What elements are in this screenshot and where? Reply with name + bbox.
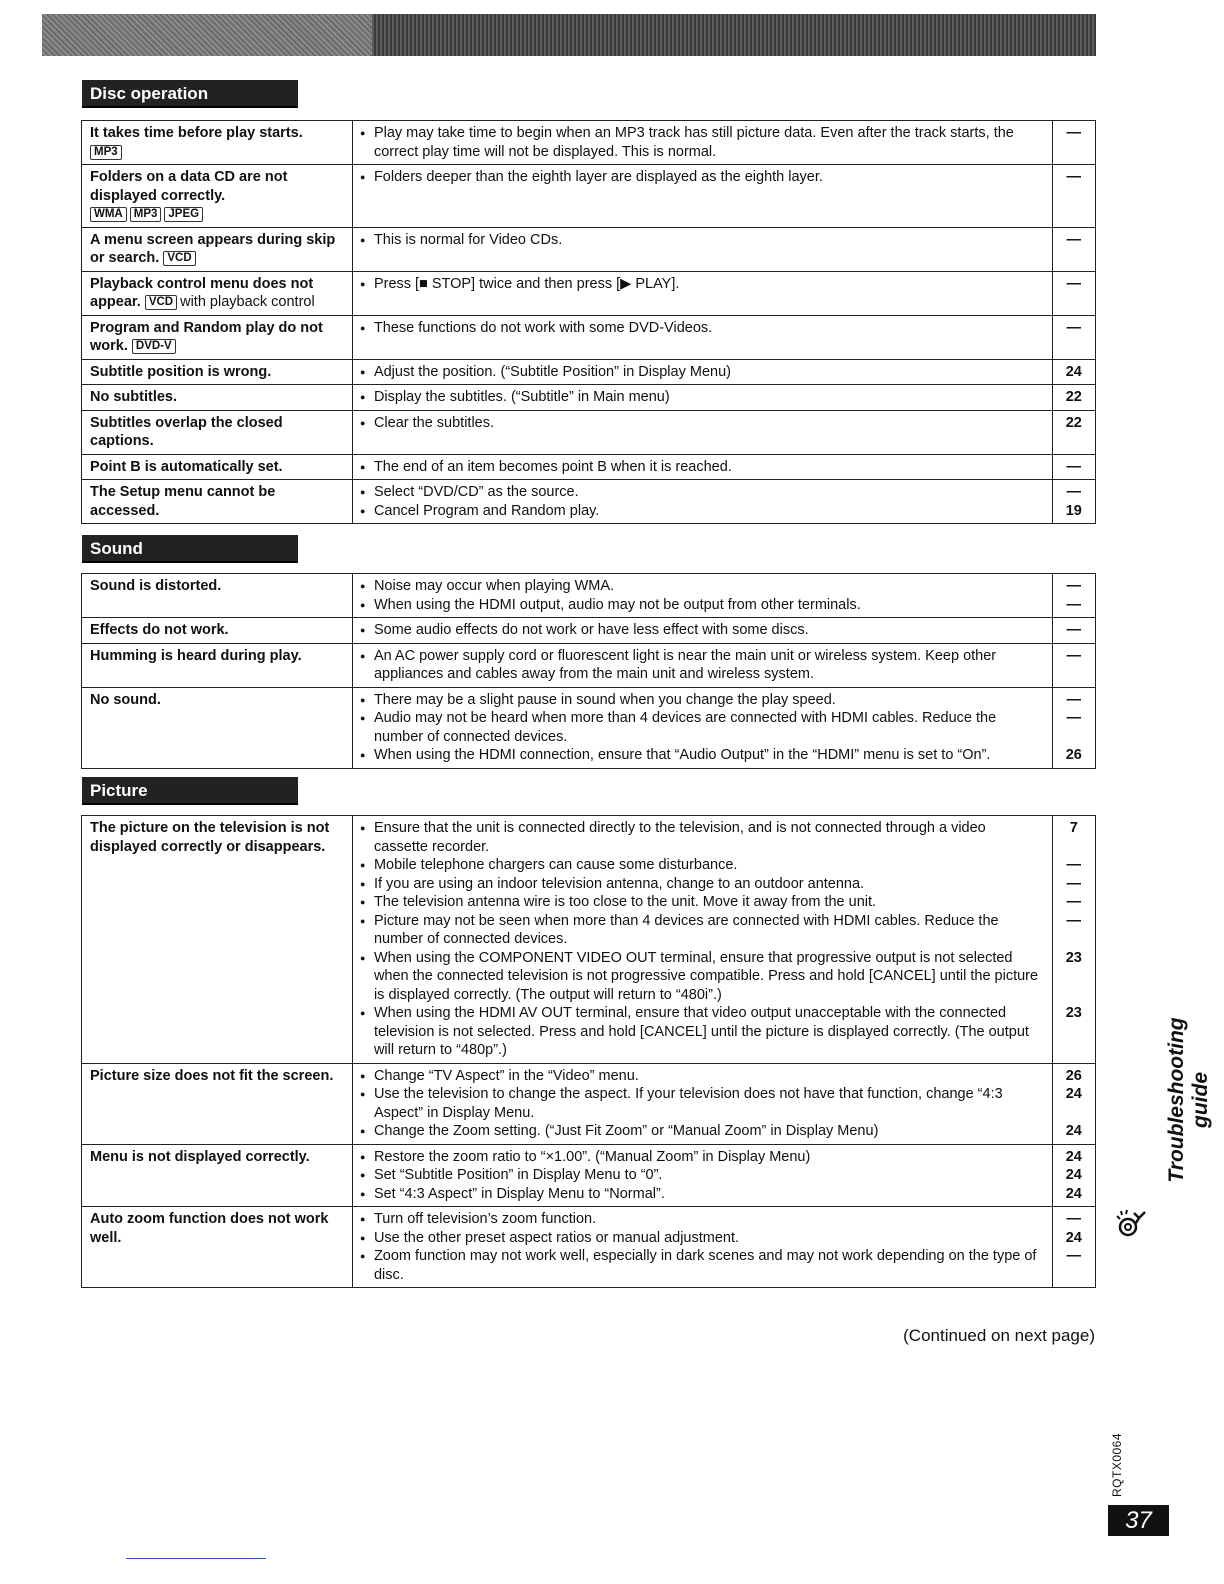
cause-cell [352, 454, 1052, 480]
table-row [82, 385, 1096, 411]
remedy-line: ● These functions do not work with some DVD-Videos. [360, 319, 1044, 338]
table-row [82, 1207, 1096, 1288]
cause-cell [352, 271, 1052, 315]
page-ref: — [1066, 484, 1081, 500]
page-ref: — [1066, 231, 1081, 248]
page-ref: — [1066, 458, 1081, 475]
page-ref: 23 [1065, 949, 1082, 966]
section-header-sound: Sound [82, 535, 298, 563]
table-row [82, 359, 1096, 385]
remedy-line: ● Cancel Program and Random play. [360, 502, 1044, 521]
page-ref: — [1066, 710, 1081, 726]
page-ref: 24 [1065, 1229, 1082, 1246]
problem-cell: The picture on the television is not displayed correctly or disappears. [82, 816, 353, 1064]
remedy-line: ● Display the subtitles. (“Subtitle” in Main menu) [360, 388, 1044, 407]
page-ref: 24 [1065, 1148, 1082, 1165]
cause-cell [352, 816, 1052, 1064]
cause-cell [352, 359, 1052, 385]
table-row [82, 410, 1096, 454]
table-row [82, 121, 1096, 165]
remedy-line: ● There may be a slight pause in sound when you change the play speed. [360, 691, 1044, 710]
page-ref-cell [1052, 618, 1095, 644]
page-number: 37 [1108, 1505, 1169, 1536]
remedy-line: ● Restore the zoom ratio to “×1.00”. (“Manual Zoom” in Display Menu) [360, 1148, 1044, 1167]
cause-cell [352, 643, 1052, 687]
page-ref-cell [1052, 227, 1095, 271]
page-ref: — [1066, 875, 1081, 892]
page-ref-cell [1052, 1207, 1095, 1288]
table-row [82, 315, 1096, 359]
remedy-line: ● Picture may not be seen when more than 4 devices are connected with HDMI cables. Reduce the number of connected devices. [360, 912, 1044, 949]
remedy-line: ● Change “TV Aspect” in the “Video” menu. [360, 1067, 1044, 1086]
table-row [82, 687, 1096, 768]
troubleshooting-icon [1115, 1207, 1149, 1241]
remedy-line: ● Audio may not be heard when more than 4 devices are connected with HDMI cables. Reduce the number of connected devices. [360, 709, 1044, 746]
page-ref: — [1066, 912, 1081, 929]
page-ref: 26 [1065, 1067, 1082, 1084]
problem-cell: Auto zoom function does not work well. [82, 1207, 353, 1288]
table-row [82, 454, 1096, 480]
page-ref: 7 [1069, 820, 1078, 836]
problem-cell: No sound. [82, 687, 353, 768]
page-ref: — [1066, 691, 1081, 708]
table-row [82, 227, 1096, 271]
problem-cell: Humming is heard during play. [82, 643, 353, 687]
page-ref-cell [1052, 271, 1095, 315]
problem-cell: Subtitles overlap the closed captions. [82, 410, 353, 454]
remedy-line: ● Select “DVD/CD” as the source. [360, 483, 1044, 502]
remedy-line: ● When using the HDMI connection, ensure that “Audio Output” in the “HDMI” menu is set to “On”. [360, 746, 1044, 765]
problem-cell: Menu is not displayed correctly. [82, 1144, 353, 1207]
problem-cell [82, 165, 353, 228]
remedy-line: ● Folders deeper than the eighth layer are displayed as the eighth layer. [360, 168, 1044, 187]
problem-cell: Subtitle position is wrong. [82, 359, 353, 385]
remedy-line: ● Ensure that the unit is connected directly to the television, and is not connected through a video cassette recorder. [360, 819, 1044, 856]
page-ref-cell [1052, 574, 1095, 618]
page-ref: 22 [1065, 414, 1082, 431]
remedy-line: ● An AC power supply cord or fluorescent light is near the main unit or wireless system. Keep other appliances and cables away from the main unit and wireless system. [360, 647, 1044, 684]
page-ref: 24 [1065, 1086, 1082, 1102]
remedy-line: ● Turn off television’s zoom function. [360, 1210, 1044, 1229]
problem-text: Playback control menu does not appear. [90, 275, 314, 310]
page-ref: 22 [1065, 389, 1082, 405]
remedy-line: ● The television antenna wire is too close to the unit. Move it away from the unit. [360, 893, 1044, 912]
page-ref: — [1066, 1248, 1081, 1264]
disc-operation-table [81, 120, 1096, 524]
page-ref-cell [1052, 359, 1095, 385]
remedy-line: ● Clear the subtitles. [360, 414, 1044, 433]
problem-text: It takes time before play starts. [90, 125, 303, 141]
page-ref: — [1066, 578, 1081, 594]
table-row [82, 816, 1096, 1064]
remedy-line: ● If you are using an indoor television antenna, change to an outdoor antenna. [360, 875, 1044, 894]
remedy-line: ● Mobile telephone chargers can cause some disturbance. [360, 856, 1044, 875]
problem-cell: Point B is automatically set. [82, 454, 353, 480]
top-decorative-band [42, 14, 1096, 56]
remedy-line: ● Set “Subtitle Position” in Display Menu to “0”. [360, 1166, 1044, 1185]
continued-note: (Continued on next page) [903, 1326, 1095, 1345]
document-code: RQTX0064 [1110, 1432, 1124, 1498]
cause-cell [352, 1207, 1052, 1288]
page-ref-cell [1052, 410, 1095, 454]
remedy-line: ● Set “4:3 Aspect” in Display Menu to “Normal”. [360, 1185, 1044, 1204]
remedy-line: ● Play may take time to begin when an MP3 track has still picture data. Even after the track starts, the correct play time will not be displayed. This is normal. [360, 124, 1044, 161]
page-ref: 26 [1065, 747, 1082, 763]
problem-cell: The Setup menu cannot be accessed. [82, 480, 353, 524]
table-row [82, 1063, 1096, 1144]
section-header-picture: Picture [82, 777, 298, 805]
page-ref: — [1066, 622, 1081, 638]
remedy-line: ● Some audio effects do not work or have less effect with some discs. [360, 621, 1044, 640]
cause-cell [352, 1144, 1052, 1207]
problem-cell: Effects do not work. [82, 618, 353, 644]
table-row [82, 618, 1096, 644]
problem-cell: Sound is distorted. [82, 574, 353, 618]
band-highlight [42, 14, 372, 56]
page-ref: 24 [1065, 1185, 1082, 1202]
table-row [82, 574, 1096, 618]
page-ref: — [1066, 275, 1081, 292]
disc-type-badge: VCD [145, 295, 177, 310]
cause-cell [352, 480, 1052, 524]
sound-table [81, 573, 1096, 769]
page-ref-cell [1052, 385, 1095, 411]
remedy-line: ● The end of an item becomes point B when it is reached. [360, 458, 1044, 477]
page-ref-cell [1052, 315, 1095, 359]
remedy-line: ● Noise may occur when playing WMA. [360, 577, 1044, 596]
problem-cell [82, 121, 353, 165]
cause-cell [352, 1063, 1052, 1144]
page-ref: 24 [1065, 1167, 1082, 1183]
page-ref-cell [1052, 121, 1095, 165]
page-ref-cell [1052, 816, 1095, 1064]
cause-cell [352, 165, 1052, 228]
cause-cell [352, 410, 1052, 454]
side-section-title: Troubleshooting guide [1165, 1017, 1212, 1183]
remedy-line: ● Use the television to change the aspect. If your television does not have that function, change “4:3 Aspect” in Display Menu. [360, 1085, 1044, 1122]
page-ref-cell [1052, 643, 1095, 687]
page-ref: — [1066, 894, 1081, 910]
page-ref: 24 [1065, 1123, 1082, 1139]
table-row [82, 271, 1096, 315]
disc-type-badge: WMA [90, 207, 127, 222]
problem-text: Folders on a data CD are not displayed correctly. [90, 169, 288, 204]
page-ref: — [1066, 647, 1081, 664]
cause-cell [352, 618, 1052, 644]
remedy-line: ● Zoom function may not work well, especially in dark scenes and may not work depending on the type of disc. [360, 1247, 1044, 1284]
remedy-line: ● Press [■ STOP] twice and then press [▶ PLAY]. [360, 275, 1044, 294]
table-row [82, 1144, 1096, 1207]
page-ref-cell [1052, 165, 1095, 228]
page-ref-cell [1052, 454, 1095, 480]
page-ref-cell [1052, 1144, 1095, 1207]
page-ref-cell [1052, 1063, 1095, 1144]
page-ref: 19 [1065, 502, 1082, 519]
remedy-line: ● Adjust the position. (“Subtitle Position” in Display Menu) [360, 363, 1044, 382]
page-ref-cell [1052, 480, 1095, 524]
cause-cell [352, 121, 1052, 165]
page-ref: — [1066, 169, 1081, 185]
page-ref: — [1066, 319, 1081, 336]
remedy-line: ● This is normal for Video CDs. [360, 231, 1044, 250]
page-ref: 23 [1065, 1005, 1082, 1021]
problem-suffix: with playback control [180, 294, 315, 310]
problem-cell [82, 271, 353, 315]
remedy-line: ● When using the HDMI output, audio may not be output from other terminals. [360, 596, 1044, 615]
page-ref: — [1066, 857, 1081, 873]
cause-cell [352, 687, 1052, 768]
problem-text: A menu screen appears during skip or search. [90, 231, 336, 266]
problem-cell [82, 227, 353, 271]
footer-link-line [126, 1558, 266, 1559]
table-row [82, 165, 1096, 228]
disc-type-badge: MP3 [90, 145, 122, 160]
remedy-line: ● Use the other preset aspect ratios or manual adjustment. [360, 1229, 1044, 1248]
section-header-disc-operation: Disc operation [82, 80, 298, 108]
cause-cell [352, 574, 1052, 618]
page-ref: 24 [1065, 363, 1082, 380]
remedy-line: ● When using the COMPONENT VIDEO OUT terminal, ensure that progressive output is not selected when the connected television is not progressive compatible. Press and hold [CANCEL] until the picture is displayed correctly. (The output will return to “480i”.) [360, 949, 1044, 1005]
disc-type-badge: VCD [163, 251, 195, 266]
picture-table [81, 815, 1096, 1288]
cause-cell [352, 227, 1052, 271]
problem-cell [82, 315, 353, 359]
remedy-line: ● Change the Zoom setting. (“Just Fit Zoom” or “Manual Zoom” in Display Menu) [360, 1122, 1044, 1141]
page-ref: — [1066, 596, 1081, 613]
problem-cell: No subtitles. [82, 385, 353, 411]
disc-type-badge: MP3 [130, 207, 162, 222]
disc-type-badge: DVD-V [132, 339, 176, 354]
table-row [82, 643, 1096, 687]
problem-cell: Picture size does not fit the screen. [82, 1063, 353, 1144]
disc-type-badge: JPEG [164, 207, 203, 222]
page-ref: — [1066, 125, 1081, 141]
cause-cell [352, 385, 1052, 411]
remedy-line: ● When using the HDMI AV OUT terminal, ensure that video output unacceptable with the connected television is not selected. Press and hold [CANCEL] until the picture is displayed correctly. (The output will return to “480p”.) [360, 1004, 1044, 1060]
cause-cell [352, 315, 1052, 359]
problem-text: Program and Random play do not work. [90, 319, 323, 354]
table-row [82, 480, 1096, 524]
page-ref: — [1066, 1211, 1081, 1227]
page-ref-cell [1052, 687, 1095, 768]
